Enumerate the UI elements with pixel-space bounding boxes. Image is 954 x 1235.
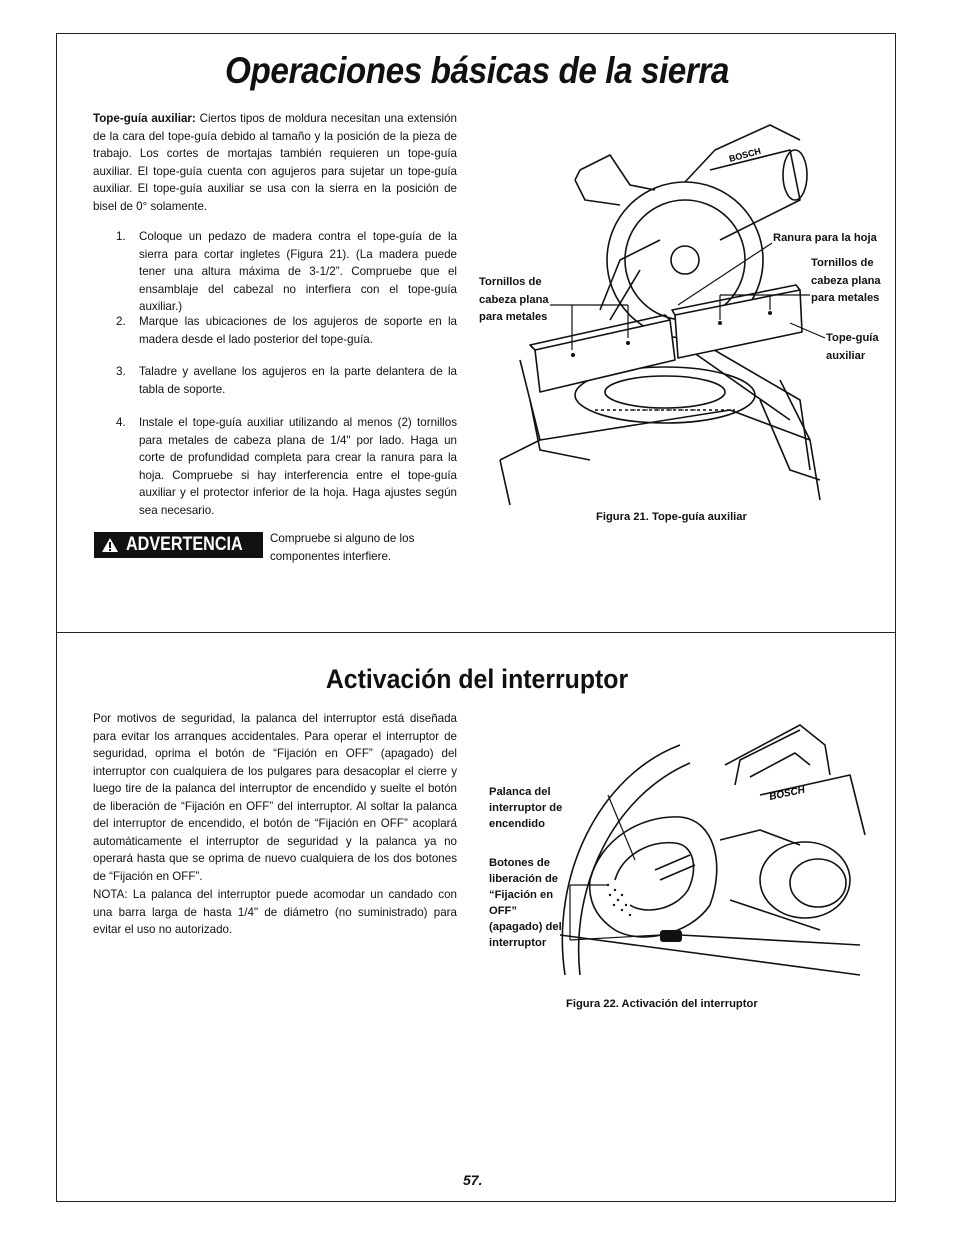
figure-22-switch-drawing <box>560 705 870 985</box>
step-3-number: 3. <box>116 365 126 378</box>
step-2-number: 2. <box>116 315 126 328</box>
step-4-text: Instale el tope-guía auxiliar utilizando al menos (2) tornillos para metales de cabeza plana de 1/4" por lado. Haga un corte de profundidad completa para crear la ranura para la hoja. Compruebe si hay interferencia entre el tope-guía auxiliar y el protector inferior de la hoja. Haga ajustes según sea necesario. <box>139 416 457 517</box>
section-title-switch-activation: Activación del interruptor <box>325 664 629 694</box>
switch-paragraph: Por motivos de seguridad, la palanca del interruptor está diseñada para evitar los arranques accidentales. Para operar el interruptor de seguridad, oprima el botón de “Fijación en OFF” (apagado) del interruptor con cualquiera de los pulgares para desacoplar el cierre y luego tire de la palanca del interruptor de encendido y suelte el botón de liberación de “Fijación en OFF” del interruptor. Al soltar la palanca del interruptor de encendido, el botón de “Fijación en OFF” acoplará automáticamente el interruptor de seguridad y la palanca ya no operará hasta que se oprima de nuevo cualquiera de los dos botones de “Fijación en OFF”. <box>93 712 457 883</box>
fig21-label-blade-slot: Ranura para la hoja <box>773 232 877 244</box>
fig22-label-release-buttons: Botones de liberación de “Fijación en OFF” (apagado) del interruptor <box>489 857 562 949</box>
figure-21-brand: BOSCH <box>727 145 762 164</box>
section-divider <box>56 632 896 633</box>
figure-22-caption: Figura 22. Activación del interruptor <box>566 998 758 1010</box>
warning-triangle-icon <box>102 538 118 552</box>
figure-21-caption: Figura 21. Tope-guía auxiliar <box>596 511 747 523</box>
switch-note: NOTA: La palanca del interruptor puede acomodar un candado con una barra larga de hasta 1/4" de diámetro (no suministrado) para evitar el uso no autorizado. <box>93 888 457 936</box>
step-2-text: Marque las ubicaciones de los agujeros de soporte en la madera desde el lado posterior del tope-guía. <box>139 315 457 346</box>
page-number: 57. <box>463 1172 483 1188</box>
intro-label: Tope-guía auxiliar: <box>93 112 196 125</box>
section-title-basic-operations: Operaciones básicas de la sierra <box>225 50 729 91</box>
fig22-label-lever: Palanca del interruptor de encendido <box>489 786 563 830</box>
fig21-label-left-screws: Tornillos de cabeza plana para metales <box>479 276 549 323</box>
warning-label: ADVERTENCIA <box>126 534 243 555</box>
warning-text: Compruebe si alguno de los componentes interfiere. <box>270 532 415 563</box>
step-1-number: 1. <box>116 230 126 243</box>
step-3-text: Taladre y avellane los agujeros en la parte delantera de la tabla de soporte. <box>139 365 457 396</box>
warning-badge <box>94 532 263 558</box>
fig21-label-aux-fence: Tope-guía auxiliar <box>826 332 879 362</box>
intro-paragraph <box>93 110 457 215</box>
step-1-text: Coloque un pedazo de madera contra el tope-guía de la sierra para cortar ingletes (Figura 21). (La madera puede tener una altura máxima de 3-1/2”. Compruebe que el ensamblaje del cabezal no interfiera con el tope-guía auxiliar.) <box>139 230 457 313</box>
figure-22-brand: BOSCH <box>768 784 806 803</box>
step-4-number: 4. <box>116 416 126 429</box>
intro-text: Ciertos tipos de moldura necesitan una extensión de la cara del tope-guía debido al tamaño y la posición de la pieza de trabajo. Los cortes de mortajas también requieren un tope-guía auxiliar. El tope-guía cuenta con agujeros para sujetar un tope-guía auxiliar. El tope-guía auxiliar se usa con la sierra en la posición de bisel de 0° solamente. <box>93 112 457 213</box>
fig21-label-right-screws: Tornillos de cabeza plana para metales <box>811 257 881 304</box>
